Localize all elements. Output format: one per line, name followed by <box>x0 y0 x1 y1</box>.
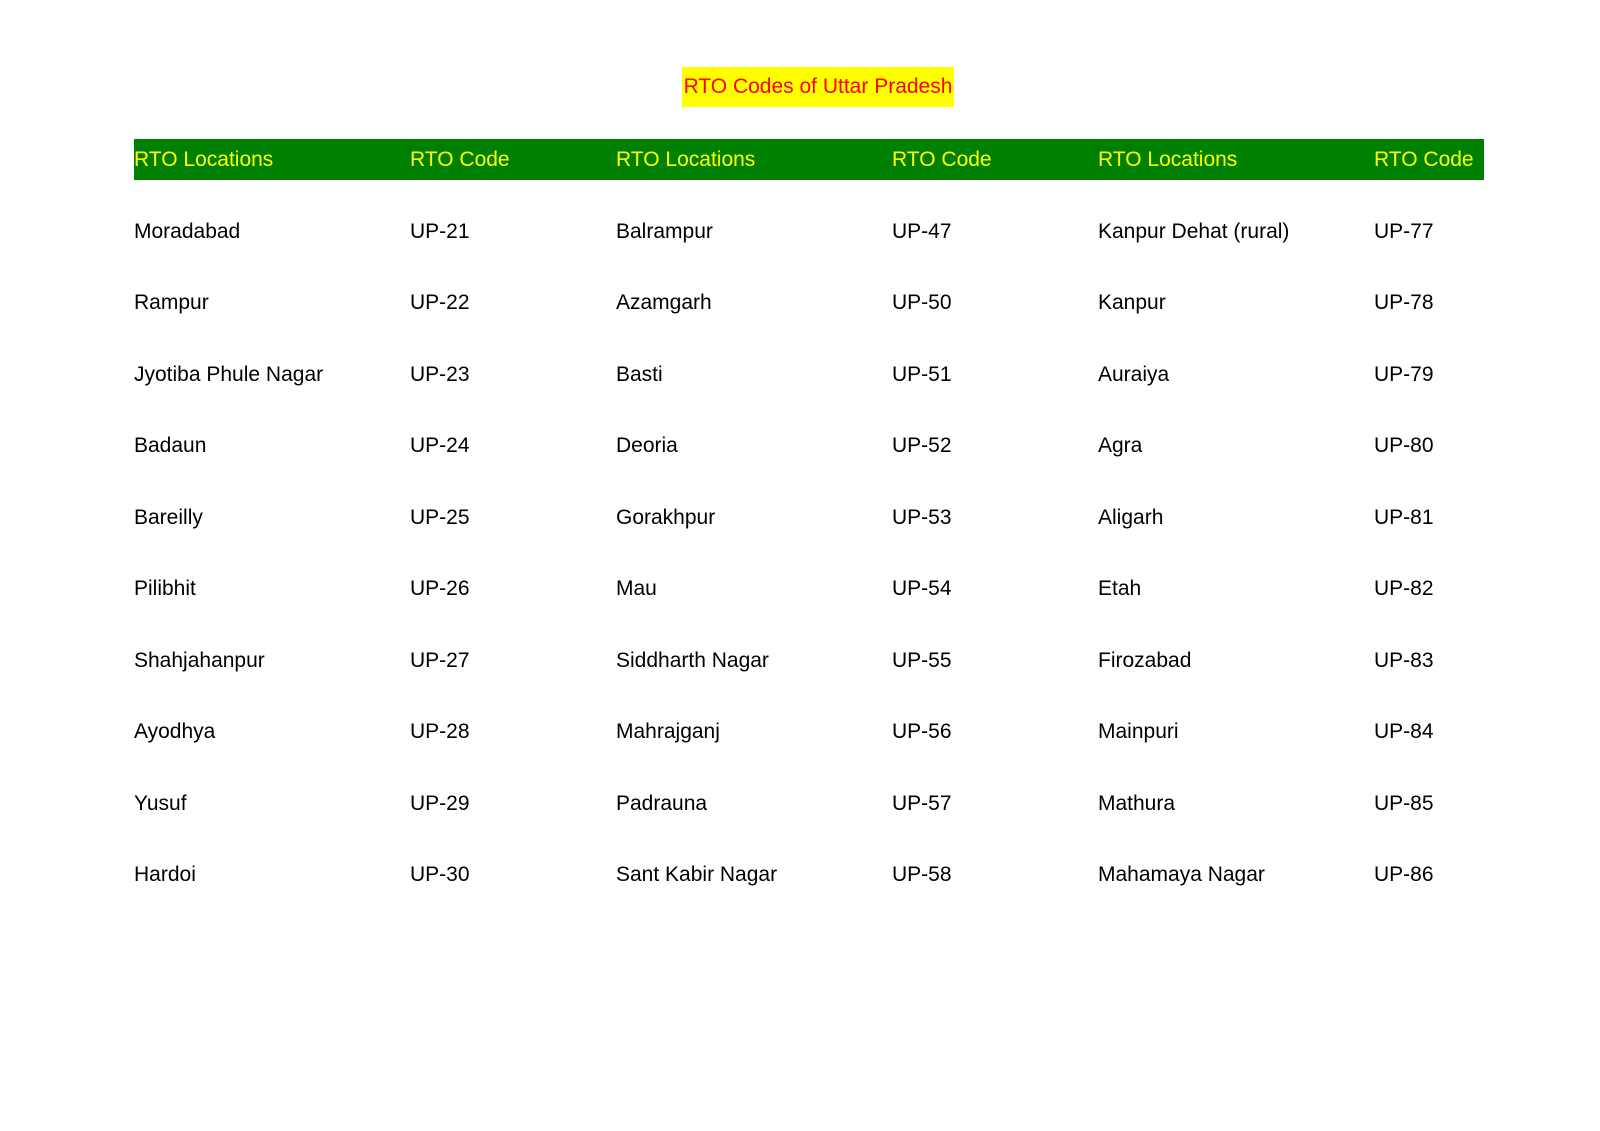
code-cell: UP-83 <box>1374 649 1434 672</box>
code-cell: UP-21 <box>410 220 470 243</box>
code-cell: UP-84 <box>1374 720 1434 743</box>
location-cell: Basti <box>616 363 663 386</box>
location-cell: Gorakhpur <box>616 506 716 529</box>
location-cell: Balrampur <box>616 220 713 243</box>
location-cell: Sant Kabir Nagar <box>616 863 778 886</box>
code-cell: UP-78 <box>1374 291 1434 314</box>
header-rto-locations-1: RTO Locations <box>134 148 274 171</box>
code-cell: UP-25 <box>410 506 470 529</box>
code-cell: UP-82 <box>1374 577 1434 600</box>
location-cell: Aligarh <box>1098 506 1164 529</box>
location-cell: Mahamaya Nagar <box>1098 863 1265 886</box>
location-cell: Rampur <box>134 291 209 314</box>
table-row <box>134 569 1484 609</box>
location-cell: Kanpur <box>1098 291 1166 314</box>
code-cell: UP-30 <box>410 863 470 886</box>
location-cell: Shahjahanpur <box>134 649 265 672</box>
title-container <box>0 67 1600 107</box>
location-cell: Auraiya <box>1098 363 1170 386</box>
code-cell: UP-28 <box>410 720 470 743</box>
location-cell: Mahrajganj <box>616 720 720 743</box>
code-cell: UP-77 <box>1374 220 1434 243</box>
code-cell: UP-53 <box>892 506 952 529</box>
code-cell: UP-47 <box>892 220 952 243</box>
code-cell: UP-51 <box>892 363 952 386</box>
table-row <box>134 641 1484 681</box>
table-row <box>134 355 1484 395</box>
table-row <box>134 283 1484 323</box>
code-cell: UP-27 <box>410 649 470 672</box>
table-row <box>134 712 1484 752</box>
location-cell: Etah <box>1098 577 1142 600</box>
header-rto-locations-3: RTO Locations <box>1098 148 1238 171</box>
code-cell: UP-26 <box>410 577 470 600</box>
code-cell: UP-56 <box>892 720 952 743</box>
code-cell: UP-52 <box>892 434 952 457</box>
location-cell: Kanpur Dehat (rural) <box>1098 220 1290 243</box>
location-cell: Agra <box>1098 434 1143 457</box>
code-cell: UP-57 <box>892 792 952 815</box>
code-cell: UP-85 <box>1374 792 1434 815</box>
code-cell: UP-29 <box>410 792 470 815</box>
code-cell: UP-54 <box>892 577 952 600</box>
location-cell: Deoria <box>616 434 678 457</box>
header-rto-code-2: RTO Code <box>892 148 992 171</box>
location-cell: Yusuf <box>134 792 187 815</box>
location-cell: Firozabad <box>1098 649 1192 672</box>
code-cell: UP-80 <box>1374 434 1434 457</box>
header-rto-code-1: RTO Code <box>410 148 510 171</box>
header-rto-locations-2: RTO Locations <box>616 148 756 171</box>
page-title: RTO Codes of Uttar Pradesh <box>682 67 955 107</box>
code-cell: UP-24 <box>410 434 470 457</box>
location-cell: Padrauna <box>616 792 708 815</box>
table-row <box>134 498 1484 538</box>
table-row <box>134 426 1484 466</box>
location-cell: Pilibhit <box>134 577 196 600</box>
code-cell: UP-81 <box>1374 506 1434 529</box>
location-cell: Bareilly <box>134 506 203 529</box>
code-cell: UP-22 <box>410 291 470 314</box>
location-cell: Azamgarh <box>616 291 712 314</box>
location-cell: Ayodhya <box>134 720 216 743</box>
code-cell: UP-23 <box>410 363 470 386</box>
location-cell: Badaun <box>134 434 207 457</box>
location-cell: Jyotiba Phule Nagar <box>134 363 324 386</box>
code-cell: UP-79 <box>1374 363 1434 386</box>
table-row <box>134 784 1484 824</box>
location-cell: Mau <box>616 577 657 600</box>
code-cell: UP-50 <box>892 291 952 314</box>
code-cell: UP-86 <box>1374 863 1434 886</box>
location-cell: Mathura <box>1098 792 1176 815</box>
location-cell: Moradabad <box>134 220 241 243</box>
header-rto-code-3: RTO Code <box>1374 148 1474 171</box>
location-cell: Mainpuri <box>1098 720 1179 743</box>
location-cell: Hardoi <box>134 863 196 886</box>
table-row <box>134 212 1484 252</box>
table-header <box>134 139 1484 180</box>
code-cell: UP-58 <box>892 863 952 886</box>
code-cell: UP-55 <box>892 649 952 672</box>
table-row <box>134 855 1484 895</box>
location-cell: Siddharth Nagar <box>616 649 769 672</box>
